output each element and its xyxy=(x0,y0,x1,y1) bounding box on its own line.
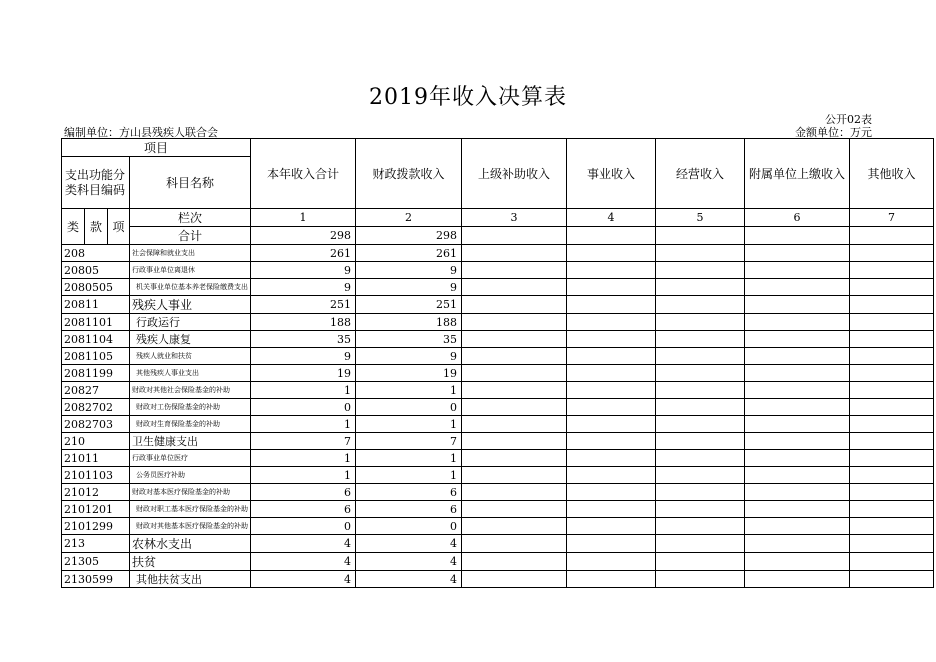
project-header: 项目 xyxy=(62,139,251,157)
row-code: 2081101 xyxy=(62,314,130,331)
empty-cell xyxy=(850,450,934,467)
empty-cell xyxy=(850,518,934,535)
row-subject-name: 行政运行 xyxy=(130,314,251,331)
empty-cell xyxy=(745,571,850,588)
row-value: 19 xyxy=(356,365,462,382)
table-row xyxy=(62,279,934,296)
empty-cell xyxy=(462,416,567,433)
form-number: 公开02表 xyxy=(825,113,872,126)
lanci-label: 栏次 xyxy=(130,209,251,227)
row-value: 0 xyxy=(251,399,356,416)
col-total-header: 本年收入合计 xyxy=(251,139,356,209)
table-row xyxy=(62,331,934,348)
row-value: 9 xyxy=(356,262,462,279)
empty-cell xyxy=(850,484,934,501)
func-code-header: 支出功能分类科目编码 xyxy=(62,157,130,209)
row-value: 35 xyxy=(356,331,462,348)
col-number: 3 xyxy=(462,209,567,227)
empty-cell xyxy=(850,279,934,296)
row-code: 2082702 xyxy=(62,399,130,416)
row-value: 1 xyxy=(356,467,462,484)
table-row xyxy=(62,535,934,553)
empty-cell xyxy=(850,245,934,262)
empty-cell xyxy=(745,314,850,331)
empty-cell xyxy=(567,382,656,399)
table-row xyxy=(62,348,934,365)
row-value: 1 xyxy=(251,382,356,399)
row-value: 251 xyxy=(251,296,356,314)
row-code: 21305 xyxy=(62,553,130,571)
row-value: 4 xyxy=(251,535,356,553)
row-value: 0 xyxy=(251,518,356,535)
empty-cell xyxy=(656,262,745,279)
table-row xyxy=(62,262,934,279)
compiling-unit: 编制单位：方山县残疾人联合会 xyxy=(64,126,218,139)
table-row xyxy=(62,553,934,571)
empty-cell xyxy=(850,314,934,331)
row-subject-name: 残疾人就业和扶贫 xyxy=(130,348,251,365)
empty-cell xyxy=(745,553,850,571)
row-value: 261 xyxy=(251,245,356,262)
empty-cell xyxy=(656,484,745,501)
empty-cell xyxy=(656,501,745,518)
empty-cell xyxy=(462,467,567,484)
row-value: 4 xyxy=(251,553,356,571)
empty-cell xyxy=(745,245,850,262)
row-code: 2081105 xyxy=(62,348,130,365)
table-row xyxy=(62,314,934,331)
empty-cell xyxy=(462,279,567,296)
empty-cell xyxy=(462,382,567,399)
row-subject-name: 财政对生育保险基金的补助 xyxy=(130,416,251,433)
empty-cell xyxy=(745,501,850,518)
row-code: 213 xyxy=(62,535,130,553)
col-number: 4 xyxy=(567,209,656,227)
row-subject-name: 社会保障和就业支出 xyxy=(130,245,251,262)
total-value: 298 xyxy=(356,227,462,245)
row-value: 188 xyxy=(251,314,356,331)
row-code: 21012 xyxy=(62,484,130,501)
xiang-header: 项 xyxy=(108,209,130,245)
empty-cell xyxy=(462,450,567,467)
row-code: 20805 xyxy=(62,262,130,279)
empty-cell xyxy=(462,433,567,450)
row-value: 1 xyxy=(251,467,356,484)
empty-cell xyxy=(745,262,850,279)
row-code: 2130599 xyxy=(62,571,130,588)
row-code: 2101201 xyxy=(62,501,130,518)
row-value: 1 xyxy=(356,416,462,433)
empty-cell xyxy=(850,433,934,450)
empty-cell xyxy=(850,262,934,279)
empty-cell xyxy=(656,571,745,588)
row-value: 188 xyxy=(356,314,462,331)
row-value: 6 xyxy=(356,501,462,518)
empty-cell xyxy=(745,535,850,553)
empty-cell xyxy=(745,484,850,501)
row-code: 2080505 xyxy=(62,279,130,296)
empty-cell xyxy=(656,535,745,553)
row-value: 9 xyxy=(356,348,462,365)
empty-cell xyxy=(656,433,745,450)
col-number: 1 xyxy=(251,209,356,227)
row-code: 2101299 xyxy=(62,518,130,535)
table-row xyxy=(62,571,934,588)
col-fiscal-header: 财政拨款收入 xyxy=(356,139,462,209)
row-value: 0 xyxy=(356,399,462,416)
empty-cell xyxy=(656,399,745,416)
empty-cell xyxy=(656,365,745,382)
table-row xyxy=(62,365,934,382)
row-value: 7 xyxy=(356,433,462,450)
empty-cell xyxy=(656,296,745,314)
row-code: 21011 xyxy=(62,450,130,467)
empty-cell xyxy=(567,365,656,382)
empty-cell xyxy=(656,416,745,433)
empty-cell xyxy=(850,382,934,399)
empty-cell xyxy=(462,571,567,588)
empty-cell xyxy=(850,331,934,348)
row-value: 1 xyxy=(356,382,462,399)
row-value: 35 xyxy=(251,331,356,348)
empty-cell xyxy=(656,518,745,535)
empty-cell xyxy=(745,450,850,467)
empty-cell xyxy=(656,467,745,484)
row-value: 0 xyxy=(356,518,462,535)
empty-cell xyxy=(850,296,934,314)
row-subject-name: 其他残疾人事业支出 xyxy=(130,365,251,382)
row-value: 9 xyxy=(251,348,356,365)
col-number: 2 xyxy=(356,209,462,227)
table-row xyxy=(62,518,934,535)
row-value: 6 xyxy=(356,484,462,501)
empty-cell xyxy=(462,331,567,348)
empty-cell xyxy=(745,382,850,399)
row-code: 2081104 xyxy=(62,331,130,348)
row-value: 4 xyxy=(356,553,462,571)
col-affiliated-header: 附属单位上缴收入 xyxy=(745,139,850,209)
empty-cell xyxy=(567,245,656,262)
row-code: 208 xyxy=(62,245,130,262)
empty-cell xyxy=(462,365,567,382)
row-subject-name: 公务员医疗补助 xyxy=(130,467,251,484)
empty-cell xyxy=(462,262,567,279)
lei-header: 类 xyxy=(62,209,85,245)
row-value: 6 xyxy=(251,501,356,518)
empty-cell xyxy=(567,433,656,450)
empty-cell xyxy=(656,245,745,262)
row-value: 1 xyxy=(251,450,356,467)
empty-cell xyxy=(745,518,850,535)
empty-cell xyxy=(745,279,850,296)
empty-cell xyxy=(567,571,656,588)
empty-cell xyxy=(656,348,745,365)
row-subject-name: 农林水支出 xyxy=(130,535,251,553)
empty-cell xyxy=(745,296,850,314)
empty-cell xyxy=(745,467,850,484)
row-value: 4 xyxy=(356,571,462,588)
table-row xyxy=(62,484,934,501)
table-row xyxy=(62,245,934,262)
col-number: 7 xyxy=(850,209,934,227)
empty-cell xyxy=(850,501,934,518)
col-number: 6 xyxy=(745,209,850,227)
row-code: 2082703 xyxy=(62,416,130,433)
table-row xyxy=(62,399,934,416)
income-table xyxy=(61,138,934,588)
row-subject-name: 财政对职工基本医疗保险基金的补助 xyxy=(130,501,251,518)
empty-cell xyxy=(850,571,934,588)
col-business-header: 事业收入 xyxy=(567,139,656,209)
empty-cell xyxy=(462,348,567,365)
row-code: 2101103 xyxy=(62,467,130,484)
row-subject-name: 扶贫 xyxy=(130,553,251,571)
table-row xyxy=(62,433,934,450)
empty-cell xyxy=(567,535,656,553)
col-superior-header: 上级补助收入 xyxy=(462,139,567,209)
empty-cell xyxy=(850,348,934,365)
empty-cell xyxy=(567,348,656,365)
empty-cell xyxy=(462,296,567,314)
empty-cell xyxy=(656,382,745,399)
row-subject-name: 机关事业单位基本养老保险缴费支出 xyxy=(130,279,251,296)
empty-cell xyxy=(567,399,656,416)
empty-cell xyxy=(567,314,656,331)
row-value: 9 xyxy=(251,262,356,279)
row-subject-name: 财政对其他社会保险基金的补助 xyxy=(130,382,251,399)
empty-cell xyxy=(745,331,850,348)
empty-cell xyxy=(567,553,656,571)
empty-cell xyxy=(567,501,656,518)
table-row xyxy=(62,501,934,518)
empty-cell xyxy=(850,416,934,433)
empty-cell xyxy=(745,348,850,365)
empty-cell xyxy=(656,450,745,467)
empty-cell xyxy=(656,279,745,296)
row-subject-name: 财政对基本医疗保险基金的补助 xyxy=(130,484,251,501)
row-value: 9 xyxy=(251,279,356,296)
row-value: 251 xyxy=(356,296,462,314)
empty-cell xyxy=(567,279,656,296)
table-row xyxy=(62,467,934,484)
empty-cell xyxy=(567,416,656,433)
row-value: 7 xyxy=(251,433,356,450)
row-value: 6 xyxy=(251,484,356,501)
empty-cell xyxy=(745,433,850,450)
table-row xyxy=(62,382,934,399)
row-code: 20811 xyxy=(62,296,130,314)
empty-cell xyxy=(462,535,567,553)
empty-cell xyxy=(567,296,656,314)
empty-cell xyxy=(850,553,934,571)
page-title: 2019年收入决算表 xyxy=(369,85,567,110)
empty-cell xyxy=(656,553,745,571)
row-value: 4 xyxy=(356,535,462,553)
empty-cell xyxy=(462,501,567,518)
row-subject-name: 残疾人事业 xyxy=(130,296,251,314)
empty-cell xyxy=(462,553,567,571)
empty-cell xyxy=(850,535,934,553)
row-subject-name: 财政对其他基本医疗保险基金的补助 xyxy=(130,518,251,535)
empty-cell xyxy=(850,399,934,416)
empty-cell xyxy=(567,467,656,484)
empty-cell xyxy=(462,245,567,262)
empty-cell xyxy=(567,450,656,467)
total-label: 合计 xyxy=(130,227,251,245)
row-code: 2081199 xyxy=(62,365,130,382)
row-value: 4 xyxy=(251,571,356,588)
col-other-header: 其他收入 xyxy=(850,139,934,209)
empty-cell xyxy=(745,416,850,433)
row-value: 1 xyxy=(356,450,462,467)
table-row xyxy=(62,296,934,314)
row-value: 1 xyxy=(251,416,356,433)
empty-cell xyxy=(745,365,850,382)
empty-cell xyxy=(567,331,656,348)
row-code: 20827 xyxy=(62,382,130,399)
row-subject-name: 行政事业单位医疗 xyxy=(130,450,251,467)
row-subject-name: 行政事业单位离退休 xyxy=(130,262,251,279)
row-code: 210 xyxy=(62,433,130,450)
subject-name-header: 科目名称 xyxy=(130,157,251,209)
empty-cell xyxy=(567,262,656,279)
empty-cell xyxy=(850,467,934,484)
total-value: 298 xyxy=(251,227,356,245)
empty-cell xyxy=(850,365,934,382)
row-value: 261 xyxy=(356,245,462,262)
empty-cell xyxy=(567,518,656,535)
table-row xyxy=(62,450,934,467)
col-number: 5 xyxy=(656,209,745,227)
empty-cell xyxy=(656,314,745,331)
empty-cell xyxy=(462,518,567,535)
empty-cell xyxy=(567,484,656,501)
empty-cell xyxy=(745,399,850,416)
empty-cell xyxy=(462,484,567,501)
empty-cell xyxy=(462,314,567,331)
row-value: 19 xyxy=(251,365,356,382)
empty-cell xyxy=(462,399,567,416)
col-operating-header: 经营收入 xyxy=(656,139,745,209)
row-subject-name: 财政对工伤保险基金的补助 xyxy=(130,399,251,416)
empty-cell xyxy=(656,331,745,348)
row-value: 9 xyxy=(356,279,462,296)
row-subject-name: 残疾人康复 xyxy=(130,331,251,348)
row-subject-name: 卫生健康支出 xyxy=(130,433,251,450)
kuan-header: 款 xyxy=(85,209,108,245)
table-row xyxy=(62,416,934,433)
row-subject-name: 其他扶贫支出 xyxy=(130,571,251,588)
amount-unit: 金额单位：万元 xyxy=(795,126,872,139)
